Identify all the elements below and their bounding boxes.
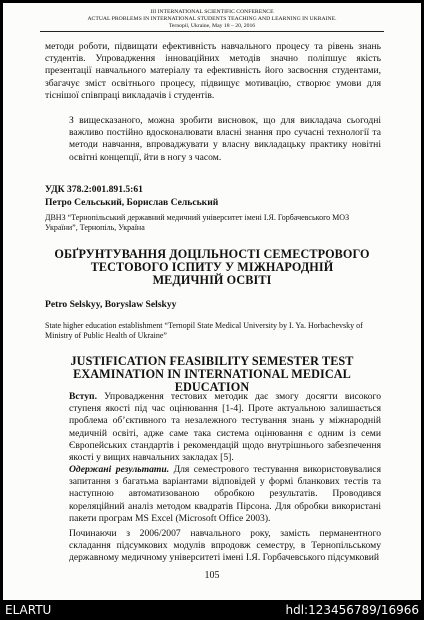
udk-code: УДК 378.2:001.891.5:61: [45, 184, 143, 195]
page-number: 105: [204, 570, 220, 581]
affiliation-en: State higher education establishment “Ternopil State Medical University by I. Ya. Horbachevsky of Ministry of Public Health of Ukraine”: [45, 321, 363, 340]
authors-ua: Петро Сельський, Борислав Сельський: [45, 197, 219, 208]
document-page: [3, 3, 421, 600]
header-line-1: III INTERNATIONAL SCIENTIFIC CONFERENCE: [150, 9, 274, 15]
title-ua: [47, 248, 377, 287]
footer-repository-label: ELARTU: [5, 603, 52, 617]
title-en-line-2: EXAMINATION IN INTERNATIONAL MEDICAL EDUCATION: [73, 367, 351, 394]
intro-paragraph: [45, 391, 381, 464]
header-line-3: Ternopil, Ukraine, May 18 – 20, 2016: [168, 23, 256, 29]
title-ua-line-2: ТЕСТОВОГО ІСПИТУ У МІЖНАРОДНІЙ: [90, 260, 334, 274]
title-en-line-1: JUSTIFICATION FEASIBILITY SEMESTER TEST: [70, 354, 354, 368]
header-divider: [40, 31, 384, 32]
prev-paragraph-1: методи роботи, підвищати ефективність навчального процесу та рівень знань студентів. Упровадження інноваційних методів значно поліпшує якість презентації навчального матеріалу та ефективність його засвоєння студентами, збагачує зміст освітнього процесу, підвищує мотивацію, створює умови для тіснішої співпраці викладачів і студентів.: [45, 41, 381, 101]
footer-handle-link[interactable]: hdl:123456789/16966: [285, 603, 419, 617]
results-paragraph: [45, 464, 381, 525]
authors-en: Petro Selskyy, Boryslaw Selskyy: [45, 299, 177, 310]
title-ua-line-3: МЕДИЧНІЙ ОСВІТІ: [152, 273, 272, 287]
affiliation-ua: ДВНЗ “Тернопільський державний медичний університет імені І.Я. Горбачевського МОЗ України”, Тернопіль, Україна: [45, 213, 350, 232]
intro-label: Вступ.: [69, 391, 97, 402]
conference-header: [3, 9, 421, 30]
results-label: Одержані результати.: [69, 464, 170, 475]
footer-bar: [0, 600, 424, 620]
header-line-2: ACTUAL PROBLEMS IN INTERNATIONAL STUDENTS TEACHING AND LEARNING IN UKRAINE.: [87, 16, 337, 22]
paragraph-3: Починаючи з 2006/2007 навчального року, замість перманентного складання підсумкових модулів впродовж семестру, в Тернопільському державному медичному університеті імені І.Я. Горбачевського підсумковий: [69, 528, 381, 564]
results-text: Для семестрового тестування використовувалися запитання з багатьма варіантами відповідей у формі бланкових тестів та наступною автоматизованою обробкою результатів. Проводився кореляційний аналіз методом квадратів Пірсона. Для обробки використані пакети програм MS Excel (Microsoft Office 2003).: [69, 464, 381, 524]
intro-text: Упровадження тестових методик дає змогу досягти високого ступеня якості під час оцінювання [1-4]. Проте актуальною залишається проблема об’єктивного та незалежного тестування знань у міжнародній медичній освіті, адже саме така система оцінювання є одним із семи Європейських стандартів і рекомендацій щодо внутрішнього забезпечення якості у вищих навчальних закладах [5].: [69, 391, 381, 464]
prev-paragraph-2: З вищесказаного, можна зробити висновок, що для викладача сьогодні важливо постійно вдосконалювати власні знання про сучасні технології та методи навчання, впроваджувати у власну викладацьку практику новітні освітні концепції, йти в ногу з часом.: [69, 115, 381, 163]
title-ua-line-1: ОБҐРУНТУВАННЯ ДОЦІЛЬНОСТІ СЕМЕСТРОВОГО: [54, 247, 370, 261]
title-en: [39, 355, 385, 394]
